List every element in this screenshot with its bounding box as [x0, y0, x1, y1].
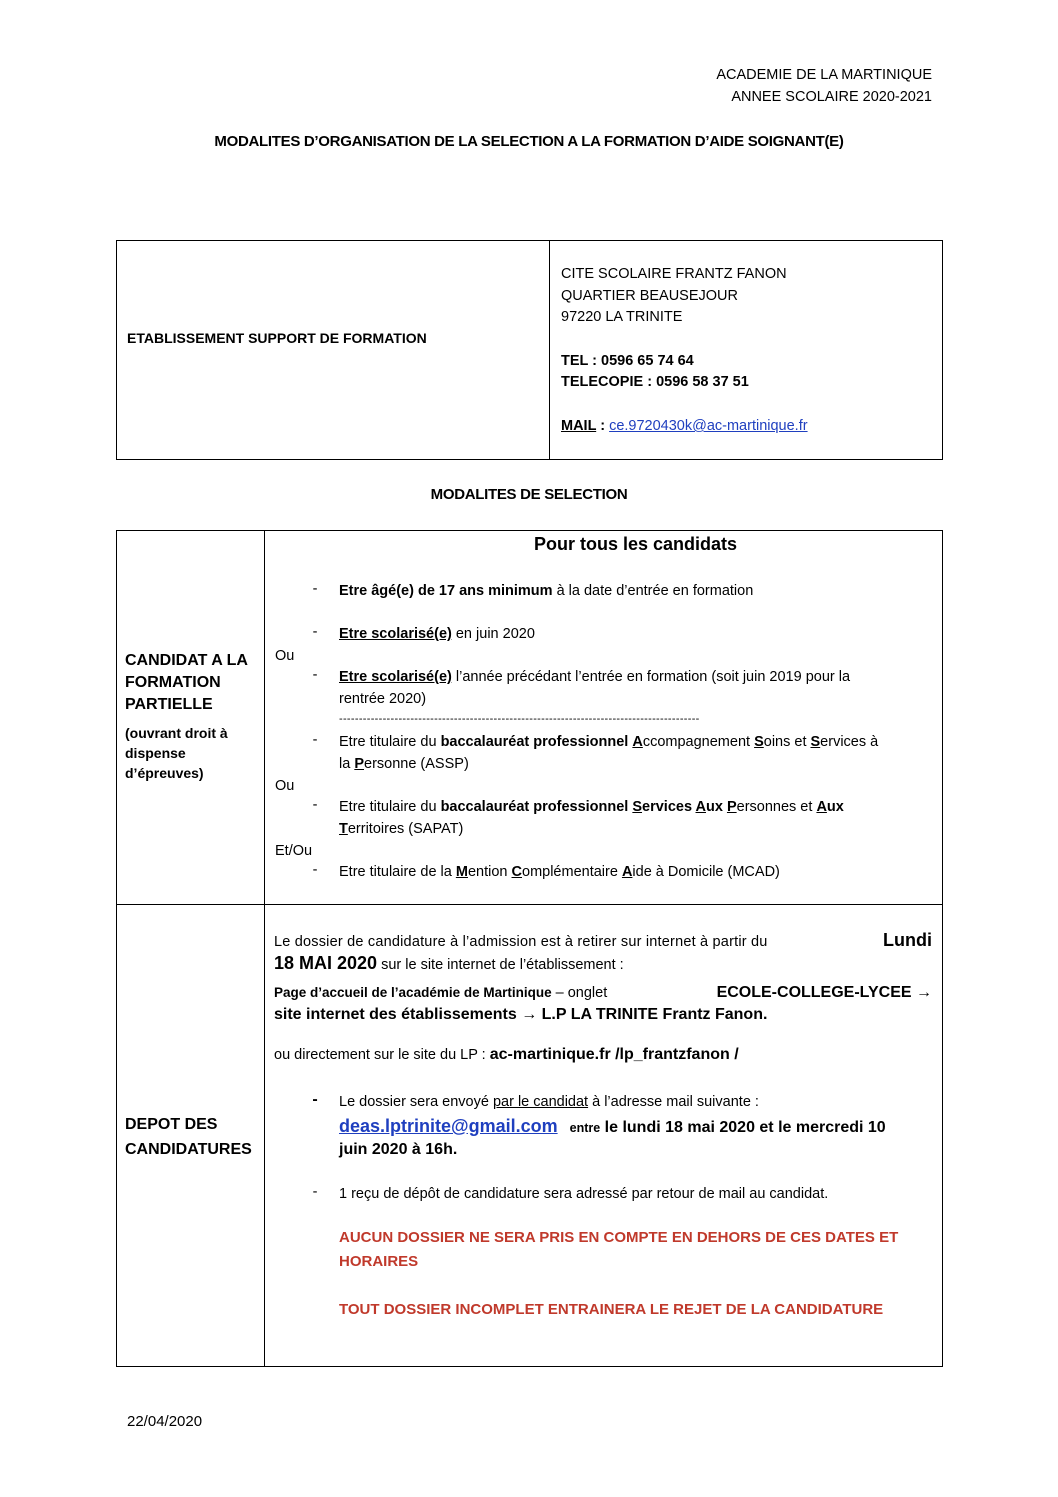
dossier-envoi: Le dossier sera envoyé par le candidat à l’adresse mail suivante :: [339, 1094, 759, 1110]
selection-title: MODALITES DE SELECTION: [430, 486, 628, 503]
school-district: QUARTIER BEAUSEJOUR: [561, 288, 738, 304]
etablissement-label: ETABLISSEMENT SUPPORT DE FORMATION: [127, 330, 427, 346]
document-title: MODALITES D’ORGANISATION DE LA SELECTION A LA FORMATION D’AIDE SOIGNANT(E): [214, 133, 844, 150]
mcad-requirement: Etre titulaire de la Mention Complémentaire Aide à Domicile (MCAD): [339, 864, 780, 880]
warning-dates-cont: HORAIRES: [339, 1253, 419, 1270]
depot-email-link[interactable]: deas.lptrinite@gmail.com: [339, 1116, 558, 1136]
email-dates-cont: juin 2020 à 16h.: [339, 1141, 458, 1158]
or-label: Ou: [275, 648, 295, 664]
receipt-note: 1 reçu de dépôt de candidature sera adressé par retour de mail au candidat.: [339, 1186, 829, 1202]
selection-row-divider: [116, 904, 943, 905]
and-or-label: Et/Ou: [275, 843, 313, 859]
school-fax: TELECOPIE : 0596 58 37 51: [561, 374, 749, 390]
assp-requirement: Etre titulaire du baccalauréat professionnel Accompagnement Soins et Services à: [339, 734, 879, 750]
depot-paragraph-3: ou directement sur le site du LP : ac-martinique.fr /lp_frantzfanon /: [274, 1046, 739, 1063]
academie-header: ACADEMIE DE LA MARTINIQUE: [716, 67, 932, 83]
warning-dates: AUCUN DOSSIER NE SERA PRIS EN COMPTE EN DEHORS DE CES DATES ET: [339, 1229, 899, 1246]
bullet-dash: -: [312, 667, 318, 683]
bullet-dash: -: [312, 732, 318, 748]
table-divider: [549, 240, 550, 460]
email-dates-row: deas.lptrinite@gmail.com entre le lundi 18 mai 2020 et le mercredi 10: [339, 1116, 886, 1136]
age-requirement: Etre âgé(e) de 17 ans minimum à la date d’entrée en formation: [339, 583, 754, 599]
depot-paragraph-1: Le dossier de candidature à l’admission est à retirer sur internet à partir du Lundi 18 MAI 2020 sur le site internet de l’établissement :: [274, 930, 932, 973]
school-mail-link[interactable]: ce.9720430k@ac-martinique.fr: [609, 418, 808, 434]
schooling-2020: Etre scolarisé(e) en juin 2020: [339, 626, 535, 642]
school-phone: TEL : 0596 65 74 64: [561, 353, 694, 369]
selection-col-divider: [264, 530, 265, 1367]
document-date: 22/04/2020: [127, 1413, 203, 1430]
bullet-dash: -: [312, 624, 318, 640]
schooling-previous-year: Etre scolarisé(e) l’année précédant l’entrée en formation (soit juin 2019 pour la: [339, 669, 851, 685]
warning-incomplete: TOUT DOSSIER INCOMPLET ENTRAINERA LE REJET DE LA CANDIDATURE: [339, 1301, 884, 1318]
separator-line: -------------------------------------------------------------------------------------------: [339, 713, 700, 725]
candidat-sublabel: (ouvrant droit à dispense d’épreuves): [125, 725, 228, 781]
bullet-dash: -: [312, 581, 318, 597]
assp-requirement-cont: la Personne (ASSP): [339, 756, 469, 772]
sapat-requirement: Etre titulaire du baccalauréat professionnel Services Aux Personnes et Aux: [339, 799, 844, 815]
bullet-dash: -: [312, 1184, 318, 1200]
mail-label: MAIL: [561, 418, 597, 434]
school-mail-row: [561, 416, 808, 436]
school-city: 97220 LA TRINITE: [561, 309, 683, 325]
schooling-previous-year-cont: rentrée 2020): [339, 691, 427, 707]
bullet-dash: -: [312, 862, 318, 878]
or-label: Ou: [275, 778, 295, 794]
sapat-requirement-cont: Territoires (SAPAT): [339, 821, 464, 837]
school-year-header: ANNEE SCOLAIRE 2020-2021: [731, 89, 932, 105]
etablissement-table: [116, 240, 943, 460]
bullet-dash: -: [312, 797, 318, 813]
candidat-label: CANDIDAT A LA FORMATION PARTIELLE: [125, 652, 248, 713]
depot-label: DEPOT DES CANDIDATURES: [125, 1116, 252, 1158]
school-name: CITE SCOLAIRE FRANTZ FANON: [561, 266, 787, 282]
mail-separator: :: [596, 418, 610, 434]
bullet-dash: -: [312, 1091, 318, 1108]
depot-paragraph-2: Page d’accueil de l’académie de Martinique – onglet ECOLE-COLLEGE-LYCEE → site internet des établissements → L.P LA TRINITE Frantz Fanon.: [274, 984, 932, 1023]
